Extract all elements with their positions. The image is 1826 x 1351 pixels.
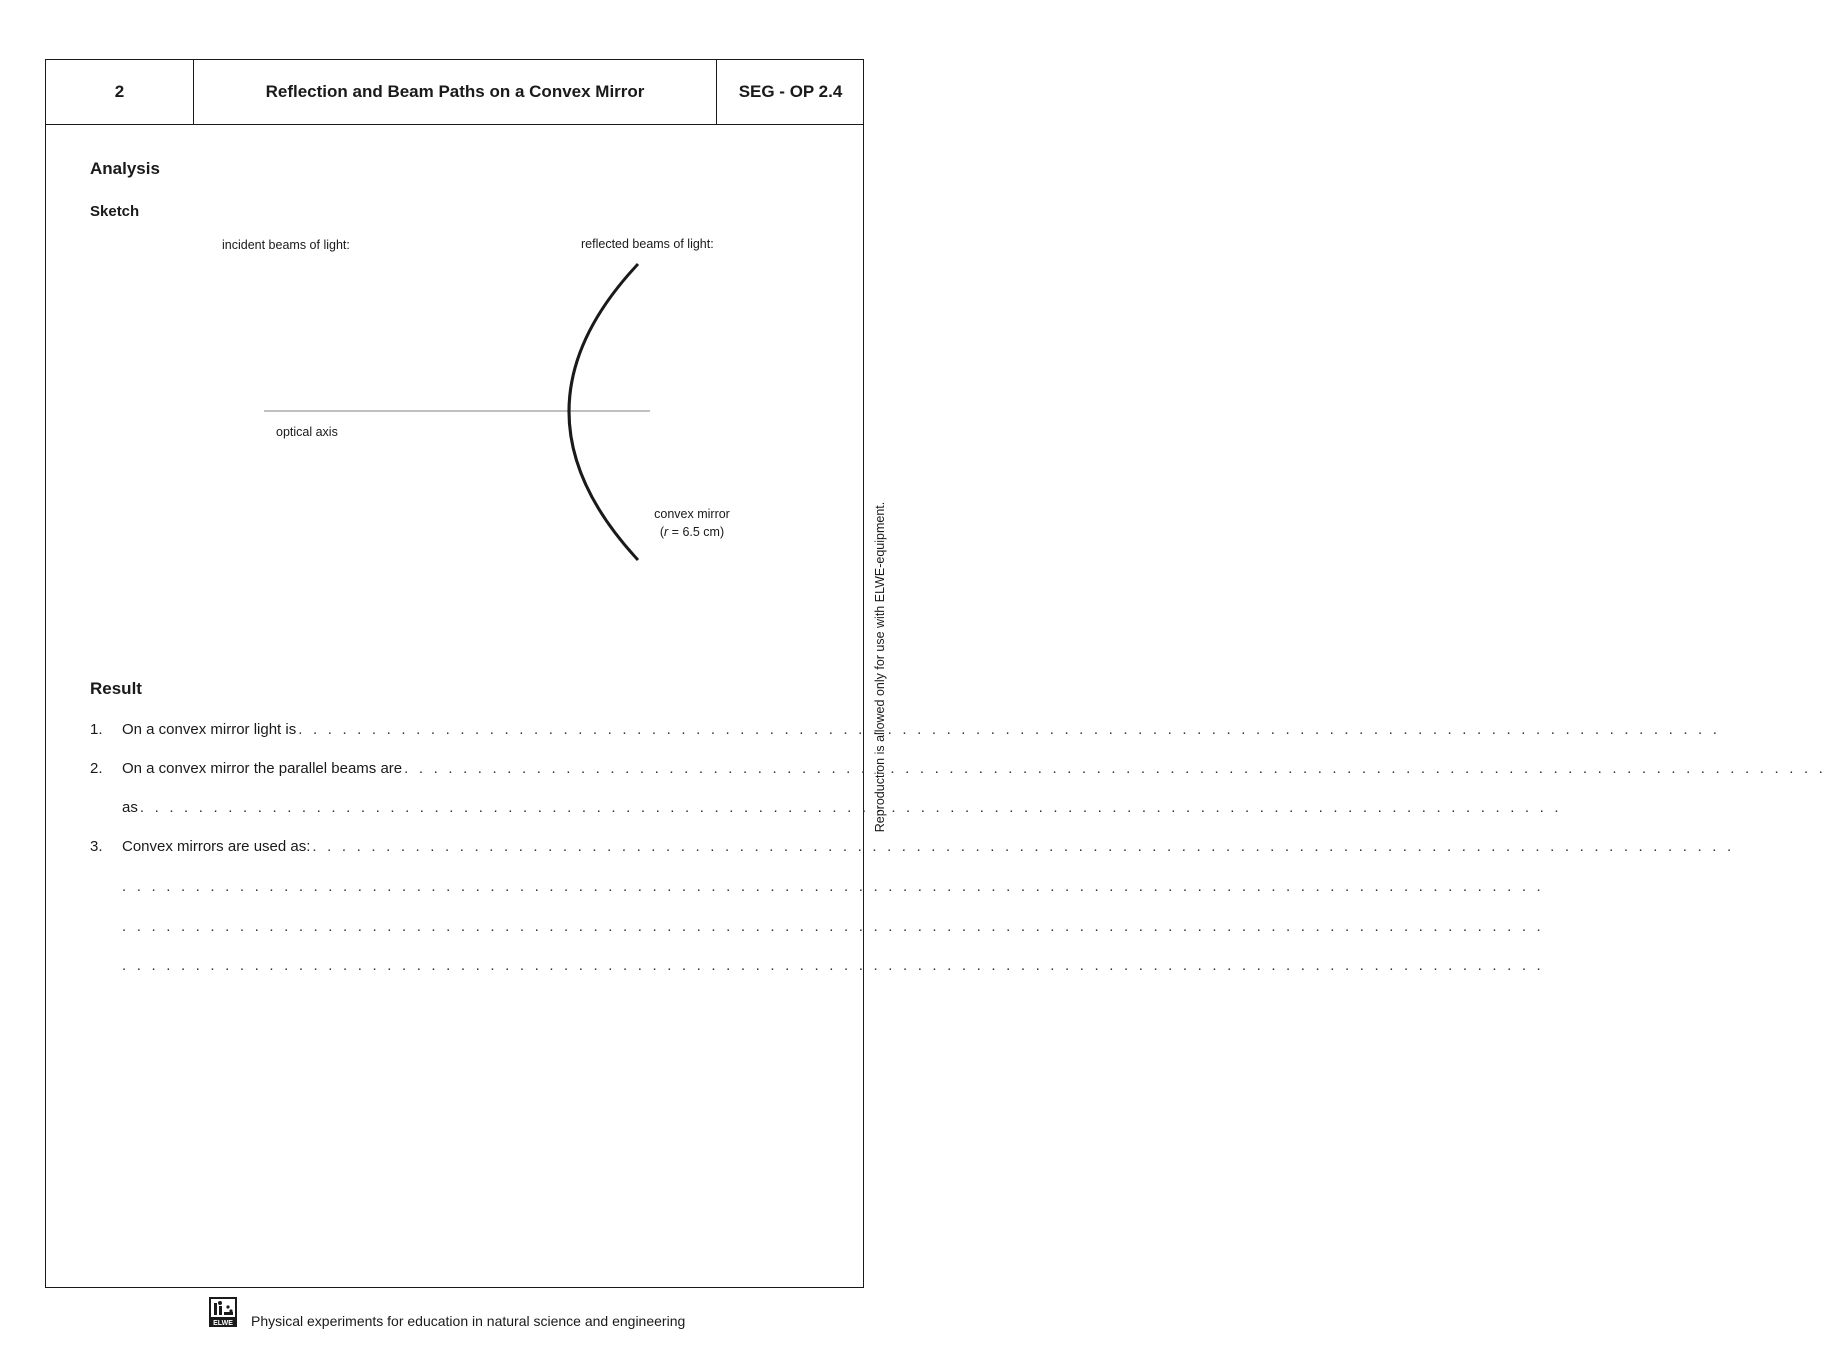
fill-in-dots[interactable]: . . . . . . . . . . . . . . . . . . . . . . . . . . . . . . . . . . . . . . . . . . . . . . . . . . . . . . . . . . . . . . . . . . . . . . . . . . . . . . . . . . . . . . . . . . . . . . . . . <box>122 878 1544 895</box>
analysis-heading: Analysis <box>90 159 160 178</box>
reproduction-notice: Reproduction is allowed only for use with ELWE-equipment. <box>873 501 887 833</box>
item-text: as <box>122 799 138 816</box>
radius-value: = 6.5 cm) <box>668 525 725 539</box>
item-number: 2. <box>90 760 103 777</box>
mirror-label <box>640 507 744 539</box>
result-heading: Result <box>90 679 142 698</box>
result-line <box>90 721 1721 741</box>
page-number: 2 <box>46 60 194 124</box>
item-text: On a convex mirror the parallel beams are <box>122 760 403 777</box>
fill-in-dots[interactable]: . . . . . . . . . . . . . . . . . . . . . . . . . . . . . . . . . . . . . . . . . . . . . . . . . . . . . . . . . . . . . . . . . . . . . . . . . . . . . . . . . . . . . . . . . . . . . . . . . <box>298 721 1721 738</box>
incident-beams-label: incident beams of light: <box>222 238 350 252</box>
item-number: 1. <box>90 721 103 738</box>
item-text: On a convex mirror light is <box>122 721 297 738</box>
result-line <box>90 799 1562 819</box>
radius-variable: r <box>664 525 669 539</box>
item-text: Convex mirrors are used as: <box>122 838 311 855</box>
fill-in-dots[interactable]: . . . . . . . . . . . . . . . . . . . . . . . . . . . . . . . . . . . . . . . . . . . . . . . . . . . . . . . . . . . . . . . . . . . . . . . . . . . . . . . . . . . . . . . . . . . . . . . . . <box>122 957 1544 974</box>
result-line <box>90 838 1735 858</box>
reflected-beams-label: reflected beams of light: <box>581 237 714 251</box>
result-line <box>90 760 1826 780</box>
fill-in-dots[interactable]: . . . . . . . . . . . . . . . . . . . . . . . . . . . . . . . . . . . . . . . . . . . . . . . . . . . . . . . . . . . . . . . . . . . . . . . . . . . . . . . . . . . . . . . . . . . . . . . . . <box>404 760 1826 777</box>
fill-in-dots[interactable]: . . . . . . . . . . . . . . . . . . . . . . . . . . . . . . . . . . . . . . . . . . . . . . . . . . . . . . . . . . . . . . . . . . . . . . . . . . . . . . . . . . . . . . . . . . . . . . . . . <box>312 838 1735 855</box>
item-number: 3. <box>90 838 103 855</box>
mirror-name: convex mirror <box>654 507 730 521</box>
document-code: SEG - OP 2.4 <box>738 82 843 101</box>
footer-tagline: Physical experiments for education in natural science and engineering <box>251 1313 686 1329</box>
fill-in-dots[interactable]: . . . . . . . . . . . . . . . . . . . . . . . . . . . . . . . . . . . . . . . . . . . . . . . . . . . . . . . . . . . . . . . . . . . . . . . . . . . . . . . . . . . . . . . . . . . . . . . . . <box>139 799 1562 816</box>
result-line <box>90 878 1544 898</box>
convex-mirror-sketch <box>0 0 954 700</box>
mirror-radius: (r = 6.5 cm) <box>659 525 725 539</box>
convex-mirror-arc <box>569 264 638 560</box>
result-line <box>90 918 1544 938</box>
result-line <box>90 957 1544 977</box>
page-title: Reflection and Beam Paths on a Convex Mirror <box>194 60 717 124</box>
logo-text: ELWE <box>213 1320 233 1327</box>
optical-axis-label: optical axis <box>276 425 338 439</box>
fill-in-dots[interactable]: . . . . . . . . . . . . . . . . . . . . . . . . . . . . . . . . . . . . . . . . . . . . . . . . . . . . . . . . . . . . . . . . . . . . . . . . . . . . . . . . . . . . . . . . . . . . . . . . . <box>122 918 1544 935</box>
sketch-heading: Sketch <box>90 203 140 220</box>
elwe-logo <box>209 1297 237 1327</box>
